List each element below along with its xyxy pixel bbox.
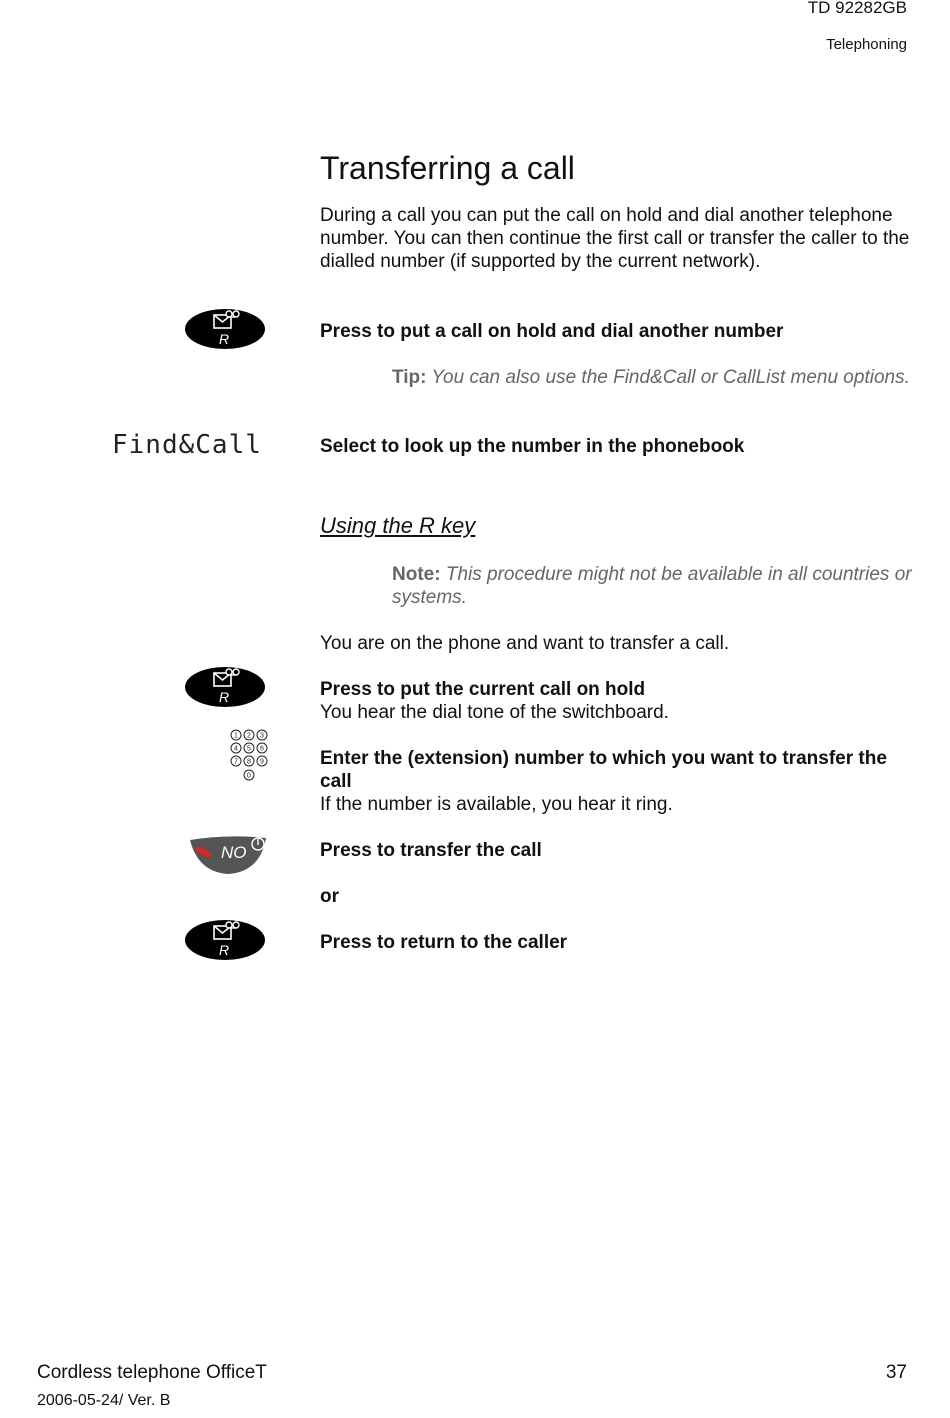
r-key-label: R xyxy=(219,331,230,347)
svg-text:7: 7 xyxy=(234,758,238,766)
step-enter-number-detail: If the number is available, you hear it ring. xyxy=(320,794,673,815)
footer-product: Cordless telephone OfficeT xyxy=(37,1362,267,1383)
r-key-icon xyxy=(185,667,265,707)
keypad-icon xyxy=(228,728,272,789)
page-title: Transferring a call xyxy=(320,150,575,186)
step-enter-number xyxy=(320,747,910,816)
findcall-display-icon: Find&Call xyxy=(112,430,262,460)
note-label: Note: xyxy=(392,564,441,585)
or-text: or xyxy=(320,886,339,907)
no-key-label: NO xyxy=(221,843,247,862)
step-hold-current-detail: You hear the dial tone of the switchboard. xyxy=(320,702,669,723)
r-key-icon xyxy=(185,309,265,349)
tip-text: You can also use the Find&Call or CallList menu options. xyxy=(431,367,910,388)
r-key-label: R xyxy=(219,942,230,958)
r-key-icon xyxy=(185,920,265,960)
svg-text:4: 4 xyxy=(234,745,238,753)
svg-text:8: 8 xyxy=(247,758,251,766)
step-return: Press to return to the caller xyxy=(320,932,568,953)
context-text: You are on the phone and want to transfer a call. xyxy=(320,633,730,654)
r-key-label: R xyxy=(219,689,230,705)
svg-text:0: 0 xyxy=(247,772,251,780)
no-key-icon xyxy=(188,834,268,881)
svg-text:6: 6 xyxy=(260,745,264,753)
findcall-instruction: Select to look up the number in the phonebook xyxy=(320,436,745,457)
svg-text:2: 2 xyxy=(247,732,251,740)
intro-paragraph: During a call you can put the call on hold and dial another telephone number. You can then continue the first call or transfer the caller to the dialled number (if supported by the current network). xyxy=(320,205,910,272)
tip-box xyxy=(392,366,912,389)
note-text: This procedure might not be available in all countries or systems. xyxy=(392,564,912,608)
subheading-r-key: Using the R key xyxy=(320,513,476,538)
step-transfer: Press to transfer the call xyxy=(320,840,542,861)
svg-text:1: 1 xyxy=(234,732,238,740)
tip-label: Tip: xyxy=(392,367,427,388)
step-hold-text: Press to put a call on hold and dial another number xyxy=(320,321,784,342)
note-box xyxy=(392,563,912,609)
page-number: 37 xyxy=(885,1362,907,1383)
step-hold-current-title: Press to put the current call on hold xyxy=(320,679,646,700)
svg-text:9: 9 xyxy=(260,758,264,766)
section-name: Telephoning xyxy=(826,36,907,53)
step-enter-number-title: Enter the (extension) number to which you want to transfer the call xyxy=(320,748,887,792)
document-code: TD 92282GB xyxy=(807,0,907,17)
svg-text:5: 5 xyxy=(247,745,251,753)
footer-version: 2006-05-24/ Ver. B xyxy=(37,1392,171,1409)
step-hold-current xyxy=(320,678,910,724)
svg-text:3: 3 xyxy=(260,732,264,740)
